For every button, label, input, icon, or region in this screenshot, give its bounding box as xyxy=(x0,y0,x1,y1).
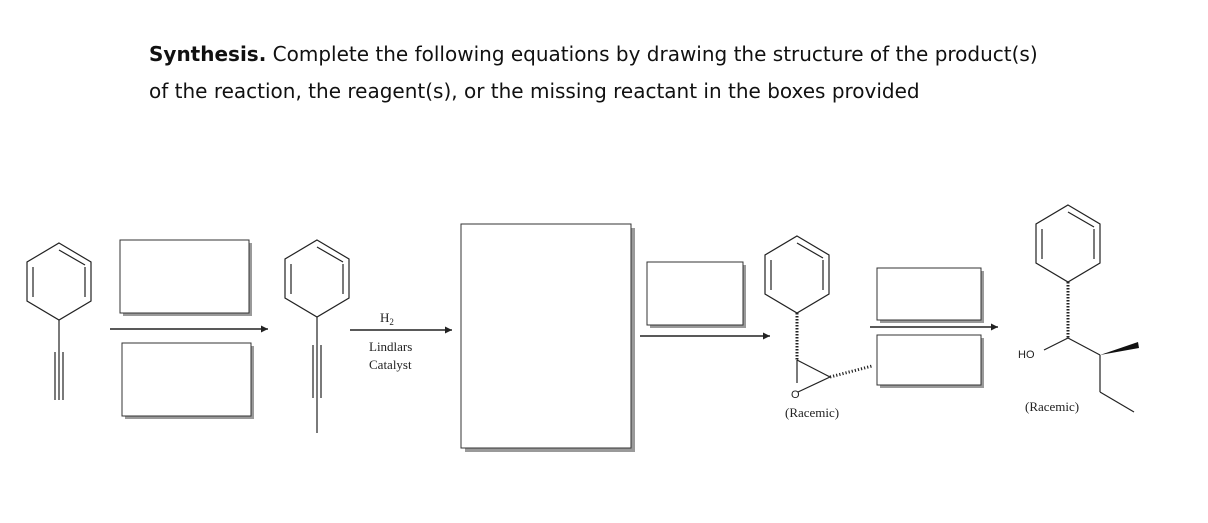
catalyst-label-line2: Catalyst xyxy=(369,357,412,372)
phenylacetylene-structure xyxy=(27,243,91,400)
instructions-bold-label: Synthesis. xyxy=(149,42,267,66)
catalyst-label-line1: Lindlars xyxy=(369,339,413,354)
reagent-answer-box-bottom[interactable] xyxy=(122,343,254,419)
reagent-answer-box-4-bottom[interactable] xyxy=(877,335,984,388)
alcohol-product-structure xyxy=(1036,205,1134,412)
instructions-body: Complete the following equations by drawing the structure of the product(s) of the reaction, the reagent(s), or the missing reactant in the boxes provided xyxy=(149,42,1038,103)
hydroxyl-label: HO xyxy=(1018,349,1035,361)
wedge-bond-methyl xyxy=(1100,342,1139,355)
reagent-h2-label: $H_2$ xyxy=(380,310,394,327)
epoxide-oxygen-label: O xyxy=(791,389,800,401)
product-answer-box[interactable] xyxy=(461,224,635,452)
reagent-answer-box-top[interactable] xyxy=(120,240,252,316)
epoxide-racemic-label: (Racemic) xyxy=(785,405,840,420)
reagent-answer-box-3[interactable] xyxy=(647,262,746,328)
phenylpropyne-structure xyxy=(285,240,349,433)
reagent-answer-box-4-top[interactable] xyxy=(877,268,984,323)
epoxide-structure xyxy=(765,236,872,392)
product-racemic-label: (Racemic) xyxy=(1025,399,1080,414)
